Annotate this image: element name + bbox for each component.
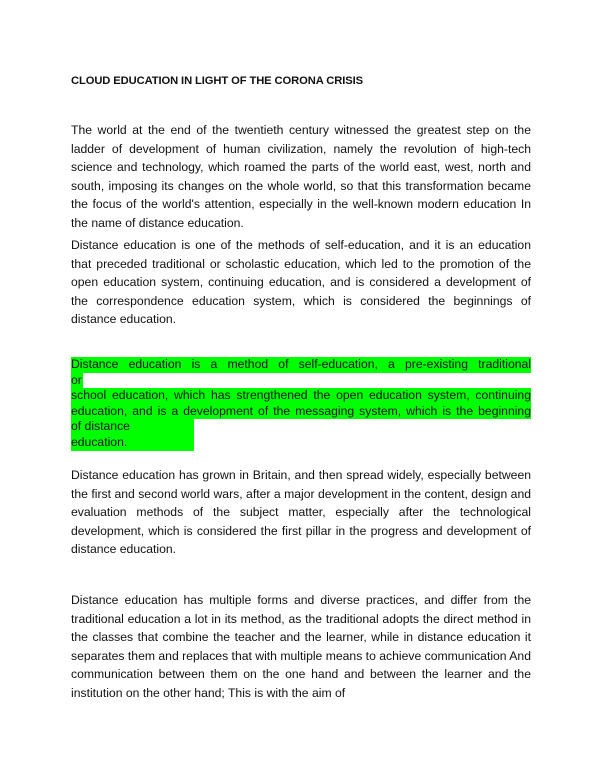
paragraph-forms: Distance education has multiple forms and diverse practices, and differ from the traditional education a lot in its method, as the traditional adopts the direct method in the classes that combine the teacher and the learner, while in distance education it separates them and replaces that with multiple means to achieve communication And communication between them on the one hand and between the learner and the institution on the other hand; This is with the aim of <box>71 593 531 700</box>
highlighted-line: or <box>71 372 82 387</box>
highlighted-passage <box>71 357 531 451</box>
paragraph-definition: Distance education is one of the methods of self-education, and it is an education that preceded traditional or scholastic education, which led to the promotion of the open education system, continuing education, and is considered a development of the correspondence education system, which is considered the beginnings of distance education. <box>71 238 531 327</box>
paragraph-intro: The world at the end of the twentieth century witnessed the greatest step on the ladder of development of human civilization, namely the revolution of high-tech science and technology, which roamed the parts of the world east, west, north and south, imposing its changes on the whole world, so that this transformation became the focus of the world's attention, especially in the well-known modern education In the name of distance education. <box>71 123 531 230</box>
highlighted-line: Distance education is a method of self-education, a pre-existing traditional <box>71 357 531 371</box>
highlighted-line: education. <box>71 435 194 451</box>
highlighted-line: of distance <box>71 419 194 435</box>
highlighted-line: school education, which has strengthened the open education system, continuing <box>71 388 531 403</box>
paragraph-history: Distance education has grown in Britain, and then spread widely, especially between the first and second world wars, after a major development in the content, design and evaluation methods of the subject matter, especially after the technological development, which is considered the first pillar in the progress and development of distance education. <box>71 468 531 557</box>
document-title: CLOUD EDUCATION IN LIGHT OF THE CORONA CRISIS <box>71 75 363 87</box>
highlighted-line: education, and is a development of the messaging system, which is the beginning <box>71 403 531 418</box>
